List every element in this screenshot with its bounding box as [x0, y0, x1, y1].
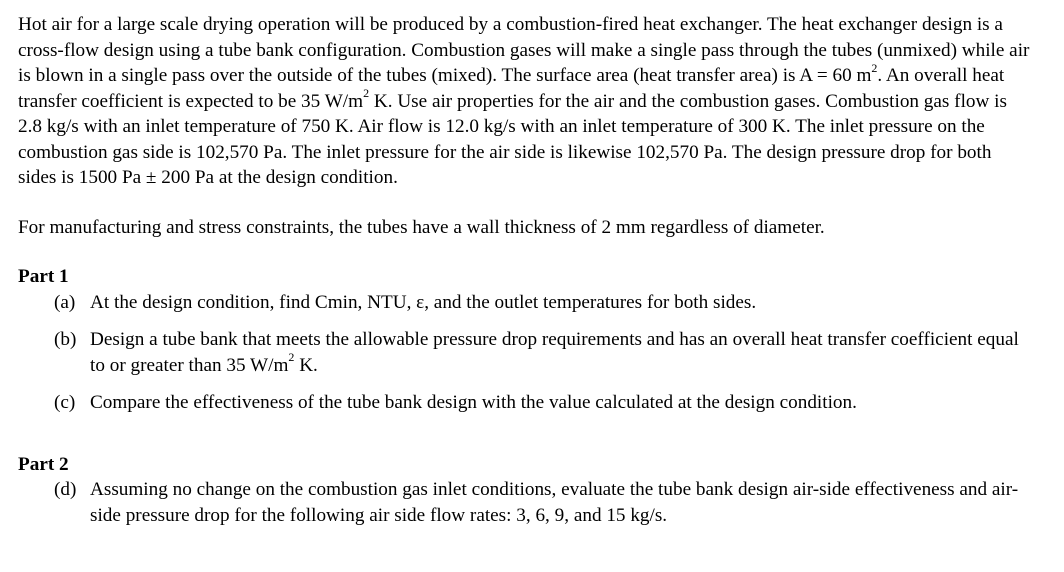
- item-label-c: (c): [54, 392, 76, 413]
- part2-items: [18, 477, 1034, 528]
- part1-item-a: [18, 290, 1034, 316]
- intro-text-3: K. Use air properties for the air and the combustion gases. Combustion gas flow is 2.8 kg/s with an inlet temperature of 750 K. Air flow is 12.0 kg/s with an inlet temperature of 300 K. The inlet pressure on the combustion gas side is 102,570 Pa. The inlet pressure for the air side is likewise 102,570 Pa. The design pressure drop for both sides is 1500 Pa ± 200 Pa at the design condition.: [18, 90, 1007, 188]
- item-label-d: (d): [54, 479, 77, 500]
- part1-items: [18, 290, 1034, 416]
- item-label-a: (a): [54, 291, 76, 313]
- constraint-paragraph: For manufacturing and stress constraints, the tubes have a wall thickness of 2 mm regardless of diameter.: [18, 216, 825, 238]
- item-text-b-after: K.: [294, 354, 318, 376]
- superscript-squared-2: 2: [363, 86, 370, 101]
- item-label-b: (b): [54, 329, 77, 350]
- intro-text-1: Hot air for a large scale drying operation will be produced by a combustion-fired heat exchanger. The heat exchanger design is a cross-flow design using a tube bank configuration. Combustion gases will make a single pass through the tubes (unmixed) while air is blown in a single pass over the outside of the tubes (mixed). The surface area (heat transfer area) is A = 60 m: [18, 14, 1030, 86]
- item-text-c: Compare the effectiveness of the tube bank design with the value calculated at the design condition.: [90, 392, 857, 413]
- part1-item-b: [18, 327, 1034, 378]
- item-text-b-before: Design a tube bank that meets the allowable pressure drop requirements and has an overall heat transfer coefficient equal to or greater than 35 W/m: [90, 329, 1019, 376]
- superscript-squared-1: 2: [871, 60, 878, 75]
- superscript-squared-3: 2: [288, 350, 295, 365]
- intro-paragraph: [18, 12, 1034, 191]
- item-text-a: At the design condition, find Cmin, NTU, ε, and the outlet temperatures for both sides.: [90, 291, 757, 313]
- part2-heading: Part 2: [18, 453, 69, 475]
- intro-text-2: . An overall heat transfer coefficient is expected to be 35 W/m: [18, 65, 1005, 112]
- part2-item-d: [18, 477, 1034, 528]
- item-text-d: Assuming no change on the combustion gas inlet conditions, evaluate the tube bank design air-side effectiveness and air-side pressure drop for the following air side flow rates: 3, 6, 9, and 15 kg/s.: [90, 479, 1019, 526]
- item-text-b: [90, 329, 1019, 376]
- part1-heading: Part 1: [18, 266, 69, 287]
- part1-item-c: [18, 390, 1034, 416]
